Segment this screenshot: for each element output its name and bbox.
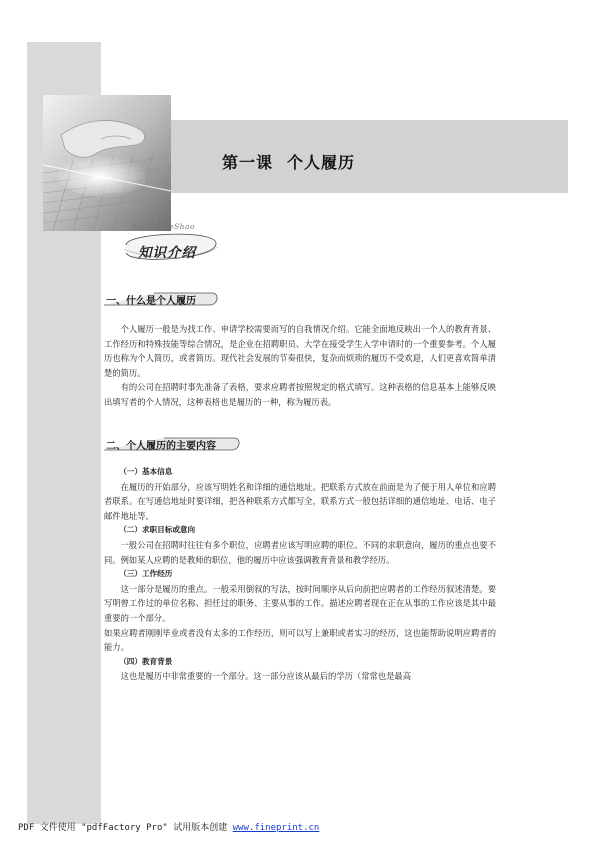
cover-image-hand-keyboard [43,95,171,231]
section-heading-1 [104,291,228,307]
job-objective-paragraph: 一般公司在招聘时往往有多个职位，应聘者应该写明应聘的职位。不同的求职意向，履历的重点也要不同。例如某人应聘的是教师的职位，他的履历中应该强调教育背景和教学经历。 [104,539,496,565]
subheading-education: （四）教育背景 [119,656,173,666]
basic-info-paragraph: 在履历的开始部分，应该写明姓名和详细的通信地址。把联系方式放在前面是为了便于用人单位和应聘者联系。在写通信地址时要详细，把各种联系方式都写全，联系方式一般包括详细的通信地址、电话、电子邮件地址等。 [104,481,496,521]
lesson-number: 第一课 [222,153,274,172]
work-experience-paragraph: 这一部分是履历的重点。一般采用倒叙的写法，按时间顺序从后向前把应聘者的工作经历叙述清楚。要写明曾工作过的单位名称、担任过的职务、主要从事的工作。描述应聘者现在正在从事的工作应该是其中最重要的一个部分。 [104,583,496,623]
pdf-footer [18,820,319,833]
footer-link[interactable]: www.fineprint.cn [232,823,320,833]
section-2-body [104,465,496,684]
lesson-title [222,150,369,173]
section-1-body [104,322,496,410]
subheading-job-objective: （二）求职目标或意向 [119,525,196,535]
section-1-paragraph-1: 个人履历一般是为找工作、申请学校需要而写的自我情况介绍。它能全面地反映出一个人的教育背景、工作经历和特殊技能等综合情况，是企业在招聘职员、大学在接受学生入学申请时的一个重要参考。个人履历也称为个人简历，或者简历。现代社会发展的节奏很快，复杂而烦琐的履历不受欢迎，人们更喜欢简单清楚的简历。 [104,324,496,378]
work-experience-paragraph-2: 如果应聘者刚刚毕业或者没有太多的工作经历，则可以写上兼职或者实习的经历，这也能帮助说明应聘者的能力。 [104,627,496,653]
section-1-paragraph-2: 有的公司在招聘时事先准备了表格，要求应聘者按照规定的格式填写。这种表格的信息基本上能够反映出填写者的个人情况，这种表格也是履历的一种，称为履历表。 [104,382,496,407]
subheading-work-experience: （三）工作经历 [119,569,173,579]
lesson-title-text: 个人履历 [287,153,356,172]
badge-label: 知识介绍 [138,245,196,261]
badge-pinyin: ZhiShi JieShao [132,222,195,231]
education-paragraph: 这也是履历中非常重要的一个部分。这一部分应该从最后的学历（常常也是最高 [120,671,411,682]
section-heading-2-text: 二、个人履历的主要内容 [106,441,216,452]
section-heading-1-text: 一、什么是个人履历 [106,296,196,307]
section-heading-2 [104,436,248,452]
footer-text: PDF 文件使用 "pdfFactory Pro" 试用版本创建 [18,823,233,833]
subheading-basic-info: （一）基本信息 [119,467,173,476]
